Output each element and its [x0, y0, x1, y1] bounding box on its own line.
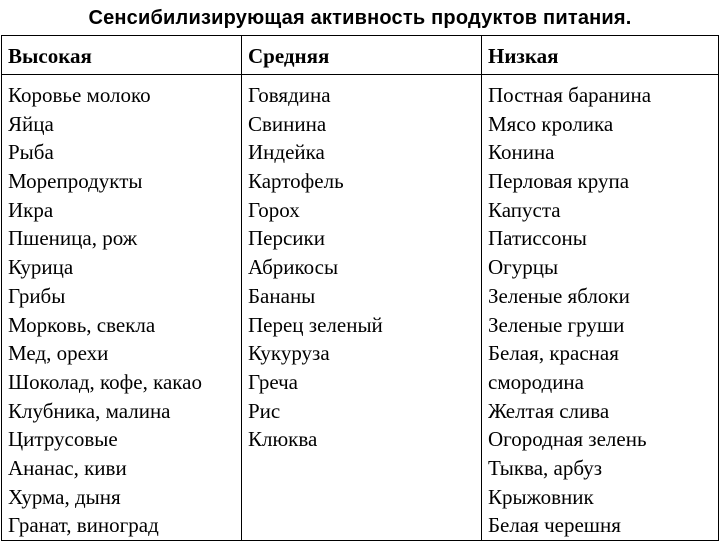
list-item: Икра	[8, 197, 54, 222]
list-item: Морепродукты	[8, 169, 143, 194]
list-item: Крыжовник	[488, 484, 594, 509]
food-sensitization-table	[1, 35, 719, 541]
list-item: Свинина	[248, 111, 327, 136]
list-item: Огородная зелень	[488, 427, 647, 452]
list-low	[488, 81, 651, 540]
column-high	[8, 36, 238, 540]
list-item: Тыква, арбуз	[488, 455, 603, 480]
list-item: Цитрусовые	[8, 427, 118, 452]
column-low	[488, 36, 718, 540]
list-item: Хурма, дыня	[8, 484, 121, 509]
column-header-medium: Средняя	[248, 44, 330, 68]
list-item: Бананы	[248, 283, 316, 308]
list-item: Кукуруза	[248, 341, 330, 366]
column-header-high: Высокая	[8, 44, 92, 68]
list-item: Пшеница, рож	[8, 226, 138, 251]
list-item: Огурцы	[488, 255, 559, 280]
list-medium	[248, 81, 383, 454]
list-item: Белая черешня	[488, 513, 621, 538]
list-item: Горох	[248, 197, 300, 222]
list-item: Капуста	[488, 197, 561, 222]
list-item: Зеленые яблоки	[488, 283, 630, 308]
list-item: Персики	[248, 226, 325, 251]
list-item: Морковь, свекла	[8, 312, 156, 337]
list-item: Греча	[248, 369, 298, 394]
column-divider-2	[481, 36, 482, 540]
list-item: Зеленые груши	[488, 312, 625, 337]
list-item: Курица	[8, 255, 74, 280]
list-item: Говядина	[248, 83, 331, 107]
list-item: Индейка	[248, 140, 325, 165]
list-item: Рыба	[8, 140, 54, 165]
list-item: Белая, красная	[488, 341, 619, 366]
list-item: Желтая слива	[488, 398, 610, 423]
list-item: Перец зеленый	[248, 312, 383, 337]
page-title: Сенсибилизирующая активность продуктов питания.	[88, 7, 632, 29]
column-header-low: Низкая	[488, 44, 559, 68]
list-item: Гранат, виноград	[8, 513, 159, 538]
list-item: Постная баранина	[488, 83, 652, 107]
list-item: Шоколад, кофе, какао	[8, 369, 203, 394]
list-item: Коровье молоко	[8, 83, 151, 107]
column-medium	[248, 36, 478, 540]
list-item: Мясо кролика	[488, 111, 614, 136]
list-item: смородина	[488, 369, 584, 394]
list-item: Яйца	[8, 111, 54, 136]
list-item: Перловая крупа	[488, 169, 630, 194]
list-item: Клубника, малина	[8, 398, 171, 423]
list-item: Картофель	[248, 169, 344, 194]
list-item: Абрикосы	[248, 255, 339, 280]
column-divider-1	[241, 36, 242, 540]
list-item: Грибы	[8, 283, 66, 308]
list-item: Патиссоны	[488, 226, 587, 251]
list-item: Клюква	[248, 427, 318, 452]
list-item: Рис	[248, 398, 281, 423]
list-item: Конина	[488, 140, 555, 165]
list-item: Мед, орехи	[8, 341, 109, 366]
list-item: Ананас, киви	[8, 455, 127, 480]
list-high	[8, 81, 202, 540]
